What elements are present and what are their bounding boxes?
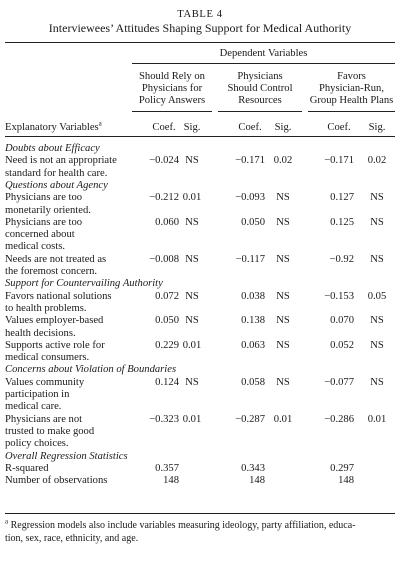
sig-cell-col-1: NS xyxy=(185,376,199,388)
row-label-line: medical consumers. xyxy=(5,352,90,364)
coef-cell-col-1: 0.357 xyxy=(155,462,179,474)
sig-cell-col-2: NS xyxy=(276,253,290,265)
row-label-line: Favors national solutions xyxy=(5,290,112,302)
coef-cell-col-1: −0.008 xyxy=(149,253,179,265)
row-label-line: monetarily oriented. xyxy=(5,204,91,216)
sig-cell-col-1: 0.01 xyxy=(182,413,202,425)
sig-cell-col-3: NS xyxy=(370,315,384,327)
coef-cell-col-2: 0.343 xyxy=(241,462,265,474)
dependent-column-2-line2: Should Control xyxy=(227,83,293,94)
coef-header-2: Coef. xyxy=(238,122,262,133)
coef-cell-col-1: 148 xyxy=(163,475,179,487)
sig-cell-col-3: NS xyxy=(370,253,384,265)
sig-cell-col-2: NS xyxy=(276,315,290,327)
sig-cell-col-3: NS xyxy=(370,339,384,351)
sig-cell-col-2: 0.02 xyxy=(273,155,293,167)
sig-cell-col-2: NS xyxy=(276,192,290,204)
coef-cell-col-2: −0.171 xyxy=(235,155,265,167)
dependent-column-1-line3: Policy Answers xyxy=(138,95,206,106)
footnote-marker: a xyxy=(98,119,102,128)
coef-cell-col-1: 0.124 xyxy=(155,376,179,388)
row-label-line: trusted to make good xyxy=(5,425,95,437)
coef-cell-col-1: 0.072 xyxy=(155,290,179,302)
coef-cell-col-3: 148 xyxy=(338,475,354,487)
coef-cell-col-3: 0.052 xyxy=(330,339,354,351)
table-label: TABLE 4 xyxy=(177,9,223,20)
coef-cell-col-2: −0.093 xyxy=(235,192,265,204)
sig-cell-col-2: NS xyxy=(276,216,290,228)
row-label-line: health decisions. xyxy=(5,327,76,339)
section-title: Concerns about Violation of Boundaries xyxy=(5,364,177,376)
dependent-column-1-line2: Physicians for xyxy=(141,83,203,94)
coef-cell-col-1: −0.323 xyxy=(149,413,179,425)
coef-cell-col-1: −0.024 xyxy=(149,155,179,167)
dependent-column-2-rule xyxy=(218,111,302,112)
coef-cell-col-2: 0.138 xyxy=(241,315,265,327)
sig-cell-col-3: NS xyxy=(370,216,384,228)
footnote-text: Regression models also include variables measuring ideology, party affiliation, educa- xyxy=(10,520,356,531)
coef-cell-col-3: −0.171 xyxy=(324,155,354,167)
coef-cell-col-1: −0.212 xyxy=(149,192,179,204)
sig-header-2: Sig. xyxy=(274,122,292,133)
coef-cell-col-3: −0.286 xyxy=(324,413,354,425)
coef-cell-col-2: 0.063 xyxy=(241,339,265,351)
sig-cell-col-1: 0.01 xyxy=(182,339,202,351)
sig-cell-col-1: 0.01 xyxy=(182,192,202,204)
row-label-line: Values community xyxy=(5,376,85,388)
row-label-line: medical costs. xyxy=(5,241,66,253)
row-label-line: Values employer-based xyxy=(5,315,104,327)
row-label-line: Need is not an appropriate xyxy=(5,155,117,167)
dependent-column-3-line1: Favors xyxy=(337,71,366,82)
coef-cell-col-1: 0.229 xyxy=(155,339,179,351)
sig-cell-col-3: 0.05 xyxy=(367,290,387,302)
coef-header-3: Coef. xyxy=(327,122,351,133)
sig-cell-col-1: NS xyxy=(185,315,199,327)
coef-cell-col-2: −0.287 xyxy=(235,413,265,425)
coef-cell-col-3: 0.070 xyxy=(330,315,354,327)
coef-cell-col-2: 0.050 xyxy=(241,216,265,228)
row-label-line: R-squared xyxy=(5,462,49,474)
row-label-line: Number of observations xyxy=(5,475,108,487)
row-label-line: Needs are not treated as xyxy=(5,253,107,265)
top-rule xyxy=(5,42,395,43)
coef-cell-col-1: 0.060 xyxy=(155,216,179,228)
coef-cell-col-2: 0.058 xyxy=(241,376,265,388)
coef-cell-col-3: −0.92 xyxy=(329,253,354,265)
dependent-variables-header: Dependent Variables xyxy=(219,48,308,59)
dependent-column-3-rule xyxy=(308,111,395,112)
sig-header-3: Sig. xyxy=(368,122,386,133)
row-label-line: Physicians are too xyxy=(5,192,83,204)
coef-cell-col-2: 0.038 xyxy=(241,290,265,302)
dependent-column-3-line3: Group Health Plans xyxy=(309,95,394,106)
sig-cell-col-3: 0.02 xyxy=(367,155,387,167)
sig-cell-col-2: NS xyxy=(276,290,290,302)
coef-cell-col-3: 0.297 xyxy=(330,462,354,474)
sig-cell-col-2: NS xyxy=(276,376,290,388)
sig-header-1: Sig. xyxy=(183,122,201,133)
coef-header-1: Coef. xyxy=(152,122,176,133)
coef-cell-col-3: −0.153 xyxy=(324,290,354,302)
coef-cell-col-3: 0.125 xyxy=(330,216,354,228)
sig-cell-col-1: NS xyxy=(185,155,199,167)
header-bottom-rule xyxy=(5,136,395,137)
section-title: Questions about Agency xyxy=(5,179,108,191)
sig-cell-col-3: NS xyxy=(370,192,384,204)
sig-cell-col-1: NS xyxy=(185,216,199,228)
row-label-line: Physicians are too xyxy=(5,216,83,228)
sig-cell-col-2: 0.01 xyxy=(273,413,293,425)
sig-cell-col-2: NS xyxy=(276,339,290,351)
footnote-marker: a xyxy=(5,517,9,526)
dependent-header-rule xyxy=(132,63,395,64)
sig-cell-col-3: 0.01 xyxy=(367,413,387,425)
footnote-line-1 xyxy=(5,517,356,532)
row-label-line: policy choices. xyxy=(5,438,69,450)
dependent-column-3-line2: Physician-Run, xyxy=(318,83,385,94)
coef-cell-col-1: 0.050 xyxy=(155,315,179,327)
dependent-column-1-line1: Should Rely on xyxy=(139,71,205,82)
coef-cell-col-3: 0.127 xyxy=(330,192,354,204)
dependent-column-1-rule xyxy=(132,111,212,112)
table-title: Interviewees’ Attitudes Shaping Support for Medical Authority xyxy=(48,21,352,35)
row-label-line: standard for health care. xyxy=(5,167,108,179)
row-label-line: Supports active role for xyxy=(5,339,105,351)
row-label-line: participation in xyxy=(5,389,70,400)
row-label-line: medical care. xyxy=(5,401,62,413)
bottom-rule xyxy=(5,513,395,514)
sig-cell-col-3: NS xyxy=(370,376,384,388)
section-title: Support for Countervailing Authority xyxy=(5,278,163,290)
row-label-line: concerned about xyxy=(5,229,75,241)
explanatory-variables-label: Explanatory Variables xyxy=(5,122,99,133)
coef-cell-col-2: −0.117 xyxy=(235,253,265,265)
coef-cell-col-2: 148 xyxy=(249,475,265,487)
dependent-column-2-line1: Physicians xyxy=(237,71,283,82)
footnote-line-2: tion, sex, race, ethnicity, and age. xyxy=(5,533,139,544)
section-title: Doubts about Efficacy xyxy=(5,143,100,154)
coef-cell-col-3: −0.077 xyxy=(324,376,354,388)
row-label-line: the foremost concern. xyxy=(5,266,98,277)
dependent-column-2-line3: Resources xyxy=(238,95,282,106)
explanatory-variables-header xyxy=(5,119,102,134)
section-title: Overall Regression Statistics xyxy=(5,450,128,462)
row-label-line: to health problems. xyxy=(5,302,87,314)
sig-cell-col-1: NS xyxy=(185,253,199,265)
sig-cell-col-1: NS xyxy=(185,290,199,302)
row-label-line: Physicians are not xyxy=(5,413,83,425)
